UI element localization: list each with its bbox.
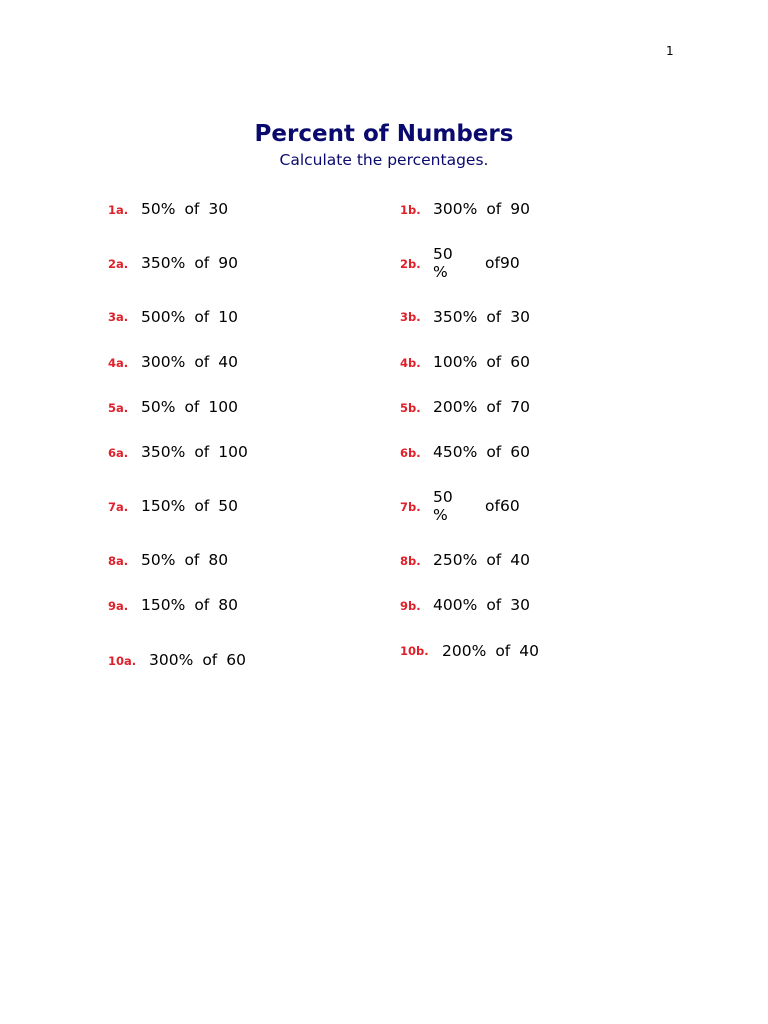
problem-expression [433,596,530,614]
page-subtitle: Calculate the percentages. [279,151,489,169]
number-value: 40 [519,642,540,660]
problem-label: 4a. [108,356,129,370]
problem-expression [141,443,248,461]
problem-expression [433,443,530,461]
problem-label: 10a. [108,654,137,668]
number-value: 30 [510,596,531,614]
number-value: 40 [510,551,531,569]
percent-stacked [433,245,453,281]
problem-expression [141,200,228,218]
percent-value: 350% [141,443,186,461]
of-word: of [194,254,210,272]
problem-expression [433,551,530,569]
percent-value: 50% [141,200,176,218]
problem-label: 2a. [108,257,129,271]
percent-value: 350% [433,308,478,326]
problem-label: 2b. [400,257,421,271]
problem-expression [149,651,246,669]
percent-value: 400% [433,596,478,614]
percent-value: 300% [433,200,478,218]
of-word: of [184,200,200,218]
of-word: of [486,308,502,326]
of-word: of [486,200,502,218]
problem-label: 9b. [400,599,421,613]
problem-label: 8a. [108,554,129,568]
number-value: 90 [499,254,520,272]
problem-expression [141,308,238,326]
percent-value: 250% [433,551,478,569]
percent-value: 150% [141,497,186,515]
number-value: 80 [208,551,229,569]
problem-label: 4b. [400,356,421,370]
number-value: 30 [510,308,531,326]
of-word: of [486,353,502,371]
problem-label: 8b. [400,554,421,568]
of-word: of [194,596,210,614]
number-value: 90 [510,200,531,218]
of-word: of [486,596,502,614]
of-word: of [194,308,210,326]
of-word: of [495,642,511,660]
problem-expression [433,353,530,371]
problem-expression [141,254,238,272]
percent-value: 200% [442,642,487,660]
of-word: of [485,497,500,515]
problem-label: 3b. [400,310,421,324]
percent-value: 450% [433,443,478,461]
problem-label: 3a. [108,310,129,324]
of-word: of [184,551,200,569]
of-word: of [194,353,210,371]
percent-number: 50 [433,488,453,506]
problem-label: 6b. [400,446,421,460]
problem-expression [485,497,520,515]
number-value: 90 [218,254,239,272]
problem-expression [433,200,530,218]
problem-label: 10b. [400,644,429,658]
of-word: of [485,254,500,272]
percent-value: 200% [433,398,478,416]
problem-label: 5b. [400,401,421,415]
problem-expression [442,642,539,660]
problem-label: 7b. [400,500,421,514]
number-value: 80 [218,596,239,614]
percent-value: 300% [141,353,186,371]
problem-expression [433,308,530,326]
problem-label: 6a. [108,446,129,460]
problem-expression [141,398,238,416]
problem-label: 1a. [108,203,129,217]
problem-expression [485,254,520,272]
percent-value: 500% [141,308,186,326]
number-value: 60 [510,353,531,371]
percent-value: 350% [141,254,186,272]
number-value: 30 [208,200,229,218]
of-word: of [202,651,218,669]
percent-stacked [433,488,453,524]
number-value: 10 [218,308,239,326]
number-value: 50 [218,497,239,515]
number-value: 100 [208,398,238,416]
number-value: 60 [499,497,520,515]
percent-number: 50 [433,245,453,263]
page-title: Percent of Numbers [254,121,514,147]
problem-expression [433,398,530,416]
problem-label: 7a. [108,500,129,514]
of-word: of [184,398,200,416]
percent-value: 100% [433,353,478,371]
problem-label: 9a. [108,599,129,613]
page-number: 1 [666,44,674,58]
of-word: of [194,497,210,515]
problem-expression [141,596,238,614]
percent-value: 50% [141,398,176,416]
problem-label: 5a. [108,401,129,415]
number-value: 60 [226,651,247,669]
percent-sign: % [433,263,448,281]
problem-expression [141,353,238,371]
of-word: of [486,398,502,416]
problem-expression [141,497,238,515]
percent-value: 300% [149,651,194,669]
of-word: of [486,551,502,569]
problem-label: 1b. [400,203,421,217]
number-value: 40 [218,353,239,371]
number-value: 60 [510,443,531,461]
percent-value: 50% [141,551,176,569]
of-word: of [194,443,210,461]
percent-value: 150% [141,596,186,614]
number-value: 70 [510,398,531,416]
percent-sign: % [433,506,448,524]
number-value: 100 [218,443,248,461]
problem-expression [141,551,228,569]
of-word: of [486,443,502,461]
